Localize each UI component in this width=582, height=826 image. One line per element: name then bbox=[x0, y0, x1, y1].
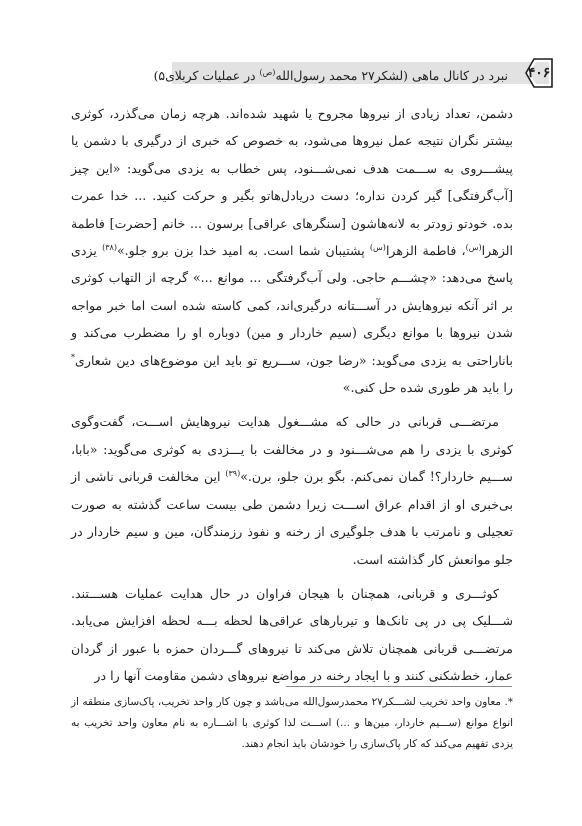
header-title: نبرد در کانال ماهی (لشکر۲۷ محمد رسول‌الله$^{(ص)}$ در عملیات کربلای۵) bbox=[153, 68, 508, 84]
reference-marker: * bbox=[71, 352, 75, 362]
paragraph-text: را باید هر طوری شده حل کنی.» bbox=[342, 380, 513, 396]
reference-marker: (س) bbox=[369, 242, 386, 252]
body-text bbox=[71, 100, 513, 690]
reference-marker: (۳۹) bbox=[225, 469, 241, 479]
body-paragraph bbox=[71, 580, 513, 690]
paragraph-text: پشتیبان شما است. به امید خدا بزن برو جلو.» bbox=[116, 243, 370, 259]
paragraph-text: این مخالفت قربانی ناشی از بی‌خبری او از اقدام عراق اســـت زیرا دشمن طی بیست ساعت گذشته به صورت تعجیلی و نامرتب با هدف جلوگیری از رخنه و نفوذ رزمندگان، مین و سیم خاردار در جلو موانعش کار گذاشته است. bbox=[71, 469, 513, 567]
running-header bbox=[153, 58, 556, 88]
body-paragraph bbox=[71, 408, 513, 572]
body-paragraph bbox=[71, 100, 513, 401]
reference-marker: (۳۸) bbox=[102, 242, 117, 252]
paragraph-text: دشمن، تعداد زیادی از نیروها مجروح یا شهید شده‌اند. هرچه زمان می‌گذرد، کوثری بیشتر نگران نتیجه عمل نیروها می‌شود، به خصوص که خبری از درگیری با دشمن یا پیشـــروی به ســـمت هدف نمی‌شـــنود، پس خطاب به یزدی می‌گوید: «این چیز [آب‌گرفتگی] گیر کردن نداره؛ دست دریادل‌هاتو بگیر و حرکت کنید. ... خدا عمرت بده. خودتو زودتر به لانه‌هاشون [سنگرهای عراقی] برسون ... خانم [حضرت] فاطمة الزهرا bbox=[71, 106, 514, 259]
paragraph-text: کوثـــری و قربانی، همچنان با هیجان فراوان در حال هدایت عملیات هســـتند. شـــلیک پی در پی تانک‌ها و تیربارهای عراقی‌ها لحظه بـــه لحظه افزایش می‌یابد. مرتضـــی قربانی همچنان تلاش می‌کند تا نیروهای گـــردان حمزه با عبور از گردان عمار، خط‌شکنی کنند و با ایجاد رخنه در مواضع نیروهای دشمن مقاومت آنها را در bbox=[71, 585, 513, 684]
paragraph-text: یزدی پاسخ می‌دهد: «چشـــم حاجی. ولی آب‌گرفتگی ... موانع ...» گرچه از التهاب کوثری بر اثر آنکه نیروهایش در آســـتانه درگیری‌اند، کمی کاسته شده است اما خبر مواجه شدن نیروها با موانع دیگری (سیم خاردار و مین) دوباره او را مضطرب می‌کند و باناراحتی به یزدی می‌گوید: «رضا جون، ســـریع تو باید این موضوع‌های دین شعاری bbox=[71, 243, 513, 368]
page-number-badge bbox=[522, 58, 556, 88]
footnote-rule bbox=[286, 686, 512, 687]
page-number: ۴۰۶ bbox=[527, 65, 551, 81]
paragraph-text: مرتضـــی قربانی در حالی که مشـــغول هدایت نیروهایش اســـت، گفت‌وگوی کوثری با یزدی را هم می‌شـــنود و در مخالفت با یـــزدی به کوثری می‌گوید: «بابا، ســـیم خاردار؟! گمان نمی‌کنم. بگو برن جلو، برن.» bbox=[71, 414, 513, 485]
reference-marker: (س) bbox=[465, 242, 482, 252]
paragraph-text: ، فاطمة الزهرا bbox=[385, 243, 466, 259]
footnote: *. معاون واحد تخریب لشـــکر۲۷ محمدرسول‌الله می‌باشد و چون کار واحد تخریب، پاک‌سازی منطقه از انواع موانع (ســـیم خاردار، مین‌ها و ...) اســـت لذا کوثری با اشـــاره به نام معاون واحد تخریب به یزدی تفهیم می‌کند که کار پاک‌سازی را خودشان باید انجام دهند. bbox=[71, 696, 513, 750]
